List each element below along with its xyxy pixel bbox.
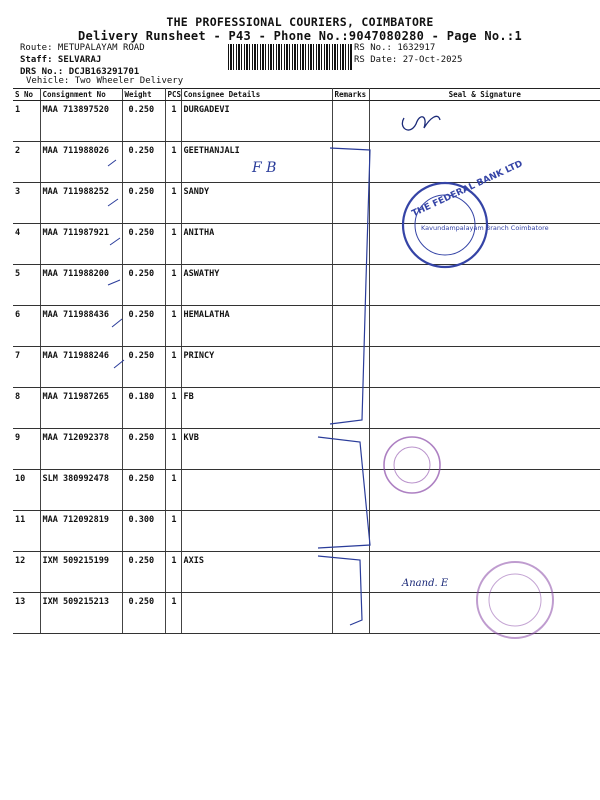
table-row xyxy=(13,265,600,306)
cell-consignment: MAA 712092378 xyxy=(40,429,122,470)
col-weight: Weight xyxy=(122,89,165,101)
cell-consignee: FB xyxy=(181,388,332,429)
cell-weight: 0.250 xyxy=(122,429,165,470)
table-row xyxy=(13,347,600,388)
cell-remarks xyxy=(332,101,369,142)
cell-weight: 0.250 xyxy=(122,224,165,265)
cell-seal xyxy=(369,183,600,224)
cell-sno: 12 xyxy=(13,552,40,593)
cell-remarks xyxy=(332,224,369,265)
cell-sno: 3 xyxy=(13,183,40,224)
cell-remarks xyxy=(332,347,369,388)
cell-pcs: 1 xyxy=(165,101,181,142)
cell-sno: 11 xyxy=(13,511,40,552)
cell-weight: 0.250 xyxy=(122,552,165,593)
cell-consignment: IXM 509215199 xyxy=(40,552,122,593)
table-row xyxy=(13,593,600,634)
cell-remarks xyxy=(332,511,369,552)
cell-sno: 2 xyxy=(13,142,40,183)
cell-pcs: 1 xyxy=(165,470,181,511)
table-row xyxy=(13,306,600,347)
handwritten-fb: F B xyxy=(252,160,277,176)
cell-remarks xyxy=(332,183,369,224)
cell-consignment: MAA 711988026 xyxy=(40,142,122,183)
cell-consignee xyxy=(181,511,332,552)
cell-seal xyxy=(369,552,600,593)
table-row xyxy=(13,470,600,511)
col-pcs: PCS xyxy=(165,89,181,101)
cell-seal xyxy=(369,347,600,388)
cell-consignee xyxy=(181,470,332,511)
cell-seal xyxy=(369,265,600,306)
runsheet-table xyxy=(13,88,600,634)
cell-consignment: MAA 711988246 xyxy=(40,347,122,388)
cell-remarks xyxy=(332,265,369,306)
cell-seal xyxy=(369,101,600,142)
cell-sno: 10 xyxy=(13,470,40,511)
cell-seal xyxy=(369,388,600,429)
cell-remarks xyxy=(332,429,369,470)
drs-info: DRS No.: DCJB163291701 xyxy=(20,67,140,77)
cell-consignee: SANDY xyxy=(181,183,332,224)
cell-consignment: IXM 509215213 xyxy=(40,593,122,634)
cell-weight: 0.300 xyxy=(122,511,165,552)
stamp-federal-branch: Kavundampalayam Branch Coimbatore xyxy=(421,224,549,232)
cell-remarks xyxy=(332,593,369,634)
col-seal: Seal & Signature xyxy=(369,89,600,101)
table-row xyxy=(13,224,600,265)
cell-sno: 9 xyxy=(13,429,40,470)
cell-consignment: MAA 711987921 xyxy=(40,224,122,265)
cell-weight: 0.250 xyxy=(122,470,165,511)
col-sno: S No xyxy=(13,89,40,101)
cell-remarks xyxy=(332,306,369,347)
cell-pcs: 1 xyxy=(165,511,181,552)
cell-weight: 0.250 xyxy=(122,306,165,347)
cell-consignment: MAA 713897520 xyxy=(40,101,122,142)
cell-consignment: MAA 712092819 xyxy=(40,511,122,552)
cell-consignment: MAA 711988436 xyxy=(40,306,122,347)
runsheet-subtitle: Delivery Runsheet - P43 - Phone No.:9047080280 - Page No.:1 xyxy=(78,29,522,43)
cell-pcs: 1 xyxy=(165,347,181,388)
cell-consignment: MAA 711987265 xyxy=(40,388,122,429)
cell-seal xyxy=(369,593,600,634)
cell-seal xyxy=(369,470,600,511)
cell-consignee: KVB xyxy=(181,429,332,470)
table-row xyxy=(13,552,600,593)
table-row xyxy=(13,101,600,142)
table-header-row xyxy=(13,89,600,101)
vehicle-info: Vehicle: Two Wheeler Delivery xyxy=(26,76,184,86)
cell-consignee: HEMALATHA xyxy=(181,306,332,347)
cell-weight: 0.250 xyxy=(122,347,165,388)
cell-consignee xyxy=(181,593,332,634)
cell-remarks xyxy=(332,470,369,511)
table-row xyxy=(13,142,600,183)
cell-remarks xyxy=(332,552,369,593)
cell-seal xyxy=(369,306,600,347)
company-title: THE PROFESSIONAL COURIERS, COIMBATORE xyxy=(166,15,434,29)
cell-consignee: AXIS xyxy=(181,552,332,593)
cell-weight: 0.250 xyxy=(122,101,165,142)
cell-sno: 5 xyxy=(13,265,40,306)
table-row xyxy=(13,429,600,470)
cell-sno: 1 xyxy=(13,101,40,142)
cell-consignee: GEETHANJALI xyxy=(181,142,332,183)
cell-consignee: ASWATHY xyxy=(181,265,332,306)
cell-sno: 13 xyxy=(13,593,40,634)
cell-consignee: ANITHA xyxy=(181,224,332,265)
cell-seal xyxy=(369,511,600,552)
table-row xyxy=(13,183,600,224)
route-info: Route: METUPALAYAM ROAD xyxy=(20,43,145,53)
table-row xyxy=(13,388,600,429)
cell-consignment: MAA 711988200 xyxy=(40,265,122,306)
cell-remarks xyxy=(332,142,369,183)
stamp-federal-text: THE FEDERAL BANK LTD xyxy=(410,159,525,220)
cell-pcs: 1 xyxy=(165,593,181,634)
cell-pcs: 1 xyxy=(165,429,181,470)
rs-date: RS Date: 27-Oct-2025 xyxy=(354,55,463,65)
cell-pcs: 1 xyxy=(165,552,181,593)
table-row xyxy=(13,511,600,552)
cell-sno: 8 xyxy=(13,388,40,429)
cell-sno: 7 xyxy=(13,347,40,388)
col-remarks: Remarks xyxy=(332,89,369,101)
cell-sno: 4 xyxy=(13,224,40,265)
cell-consignment: MAA 711988252 xyxy=(40,183,122,224)
rs-number: RS No.: 1632917 xyxy=(354,43,436,53)
cell-weight: 0.180 xyxy=(122,388,165,429)
cell-weight: 0.250 xyxy=(122,183,165,224)
cell-consignee: DURGADEVI xyxy=(181,101,332,142)
barcode xyxy=(228,44,352,70)
cell-consignee: PRINCY xyxy=(181,347,332,388)
col-consignment: Consignment No xyxy=(40,89,122,101)
cell-seal xyxy=(369,224,600,265)
staff-info: Staff: SELVARAJ xyxy=(20,55,102,65)
cell-remarks xyxy=(332,388,369,429)
col-consignee: Consignee Details xyxy=(181,89,332,101)
signature-axis: Anand. E xyxy=(402,578,449,589)
cell-sno: 6 xyxy=(13,306,40,347)
cell-weight: 0.250 xyxy=(122,265,165,306)
cell-weight: 0.250 xyxy=(122,593,165,634)
cell-consignment: SLM 380992478 xyxy=(40,470,122,511)
cell-weight: 0.250 xyxy=(122,142,165,183)
cell-pcs: 1 xyxy=(165,183,181,224)
cell-pcs: 1 xyxy=(165,142,181,183)
cell-seal xyxy=(369,142,600,183)
cell-pcs: 1 xyxy=(165,265,181,306)
cell-pcs: 1 xyxy=(165,388,181,429)
cell-pcs: 1 xyxy=(165,224,181,265)
cell-seal xyxy=(369,429,600,470)
cell-pcs: 1 xyxy=(165,306,181,347)
